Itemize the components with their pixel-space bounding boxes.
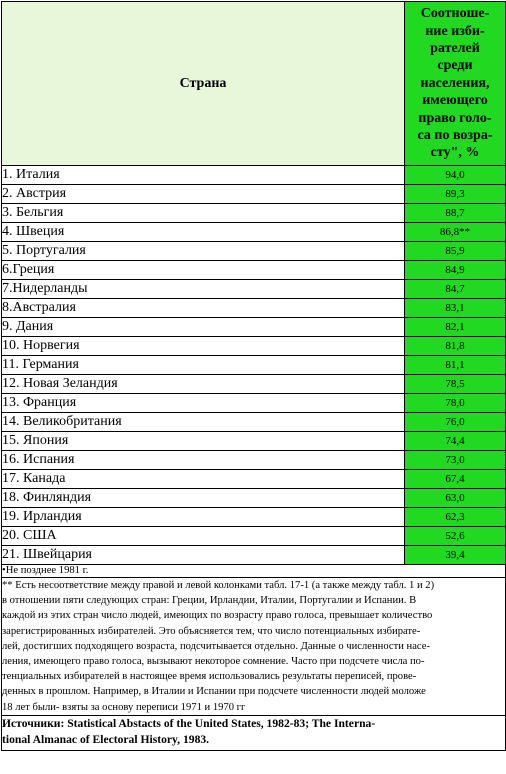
table-row [2,261,506,280]
table-row [2,394,506,413]
header-row [2,2,506,166]
sources-line: tional Almanac of Electoral History, 1983. [2,732,210,746]
value-cell: 84,9 [405,261,506,280]
header-line: среди [437,58,473,74]
country-cell: 9. Дания [2,318,405,337]
footnote-line: ления, имеющего право голоса, вызывают некоторое сомнение. Часто при подсчете числа по- [2,656,425,668]
table-row [2,223,506,242]
value-cell: 84,7 [405,280,506,299]
table-row [2,489,506,508]
value-cell: 88,7 [405,204,506,223]
value-cell: 83,1 [405,299,506,318]
header-line: право голо- [418,110,492,126]
table-row [2,166,506,185]
table-row [2,337,506,356]
table-row [2,204,506,223]
table-row [2,375,506,394]
country-cell: 8.Австралия [2,299,405,318]
table-row [2,527,506,546]
header-line: рателей [430,40,480,56]
footnote-discrepancy [2,578,506,716]
country-cell: 7.Нидерланды [2,280,405,299]
value-cell: 81,8 [405,337,506,356]
footnote-line: 18 лет были- взяты за основу переписи 1971 и 1970 гг [2,701,246,713]
value-cell: 74,4 [405,432,506,451]
country-cell: 10. Норвегия [2,337,405,356]
value-cell: 78,5 [405,375,506,394]
country-cell: 5. Португалия [2,242,405,261]
footnote-line: тенциальных избирателей в настоящее время использовались результаты переписей, прове- [2,671,417,683]
header-line: населения, [420,75,490,91]
table-row [2,318,506,337]
footnote-date: •Не позднее 1981 г. [2,565,506,578]
country-cell: 15. Япония [2,432,405,451]
table-row [2,470,506,489]
value-cell: 67,4 [405,470,506,489]
table-row [2,451,506,470]
footnote-line: ** Есть несоответствие между правой и левой колонками табл. 17-1 (а также между табл. 1 и 2) [2,580,435,591]
table-row [2,546,506,565]
value-cell: 52,6 [405,527,506,546]
header-line: ние изби- [425,23,485,39]
column-header-country: Страна [2,2,405,166]
footnote-line: каждой из этих стран число людей, имеющих по возрасту право голоса, превышает количество [2,610,433,622]
country-cell: 21. Швейцария [2,546,405,565]
country-cell: 2. Австрия [2,185,405,204]
country-cell: 3. Бельгия [2,204,405,223]
value-cell: 82,1 [405,318,506,337]
footnote-line: зарегистрированных избирателей. Это объясняется тем, что число потенциальных избирате- [2,625,421,637]
value-cell: 94,0 [405,166,506,185]
country-cell: 13. Франция [2,394,405,413]
country-cell: 12. Новая Зеландия [2,375,405,394]
value-cell: 73,0 [405,451,506,470]
table-row [2,413,506,432]
value-cell: 62,3 [405,508,506,527]
table-row [2,432,506,451]
column-header-ratio [405,2,506,166]
table-row [2,508,506,527]
header-line: са по возра- [417,128,493,144]
voter-turnout-table [1,1,506,751]
table-row [2,299,506,318]
country-cell: 14. Великобритания [2,413,405,432]
sources-row [2,715,506,750]
country-cell: 6.Греция [2,261,405,280]
header-line: имеющего [422,93,488,109]
country-cell: 16. Испания [2,451,405,470]
header-line: сту", % [430,145,480,161]
value-cell: 39,4 [405,546,506,565]
footnote-line: в отношении пяти следующих стран: Греции, Ирландии, Италии, Португалии и Испании. В [2,595,417,607]
country-cell: 4. Швеция [2,223,405,242]
country-cell: 11. Германия [2,356,405,375]
header-line: Соотноше- [420,6,490,22]
value-cell: 89,3 [405,185,506,204]
table-row [2,242,506,261]
footnote-line: лей, достигших подходящего возраста, подсчитывается отдельно. Данные о численности насе- [2,640,430,652]
sources-cell [2,715,506,750]
country-cell: 19. Ирландия [2,508,405,527]
country-cell: 1. Италия [2,166,405,185]
footnote-line: денных в прошлом. Например, в Италии и Испании при подсчете численности людей моложе [2,686,426,698]
footnote-row [2,565,506,578]
footnote-row [2,578,506,716]
value-cell: 63,0 [405,489,506,508]
value-cell: 86,8** [405,223,506,242]
value-cell: 81,1 [405,356,506,375]
sources-line: Источники: Statistical Abstacts of the United States, 1982-83; The Interna- [2,716,376,730]
country-cell: 18. Финляндия [2,489,405,508]
table-row [2,280,506,299]
table-row [2,356,506,375]
value-cell: 76,0 [405,413,506,432]
value-cell: 85,9 [405,242,506,261]
value-cell: 78,0 [405,394,506,413]
country-cell: 17. Канада [2,470,405,489]
country-cell: 20. США [2,527,405,546]
table-row [2,185,506,204]
